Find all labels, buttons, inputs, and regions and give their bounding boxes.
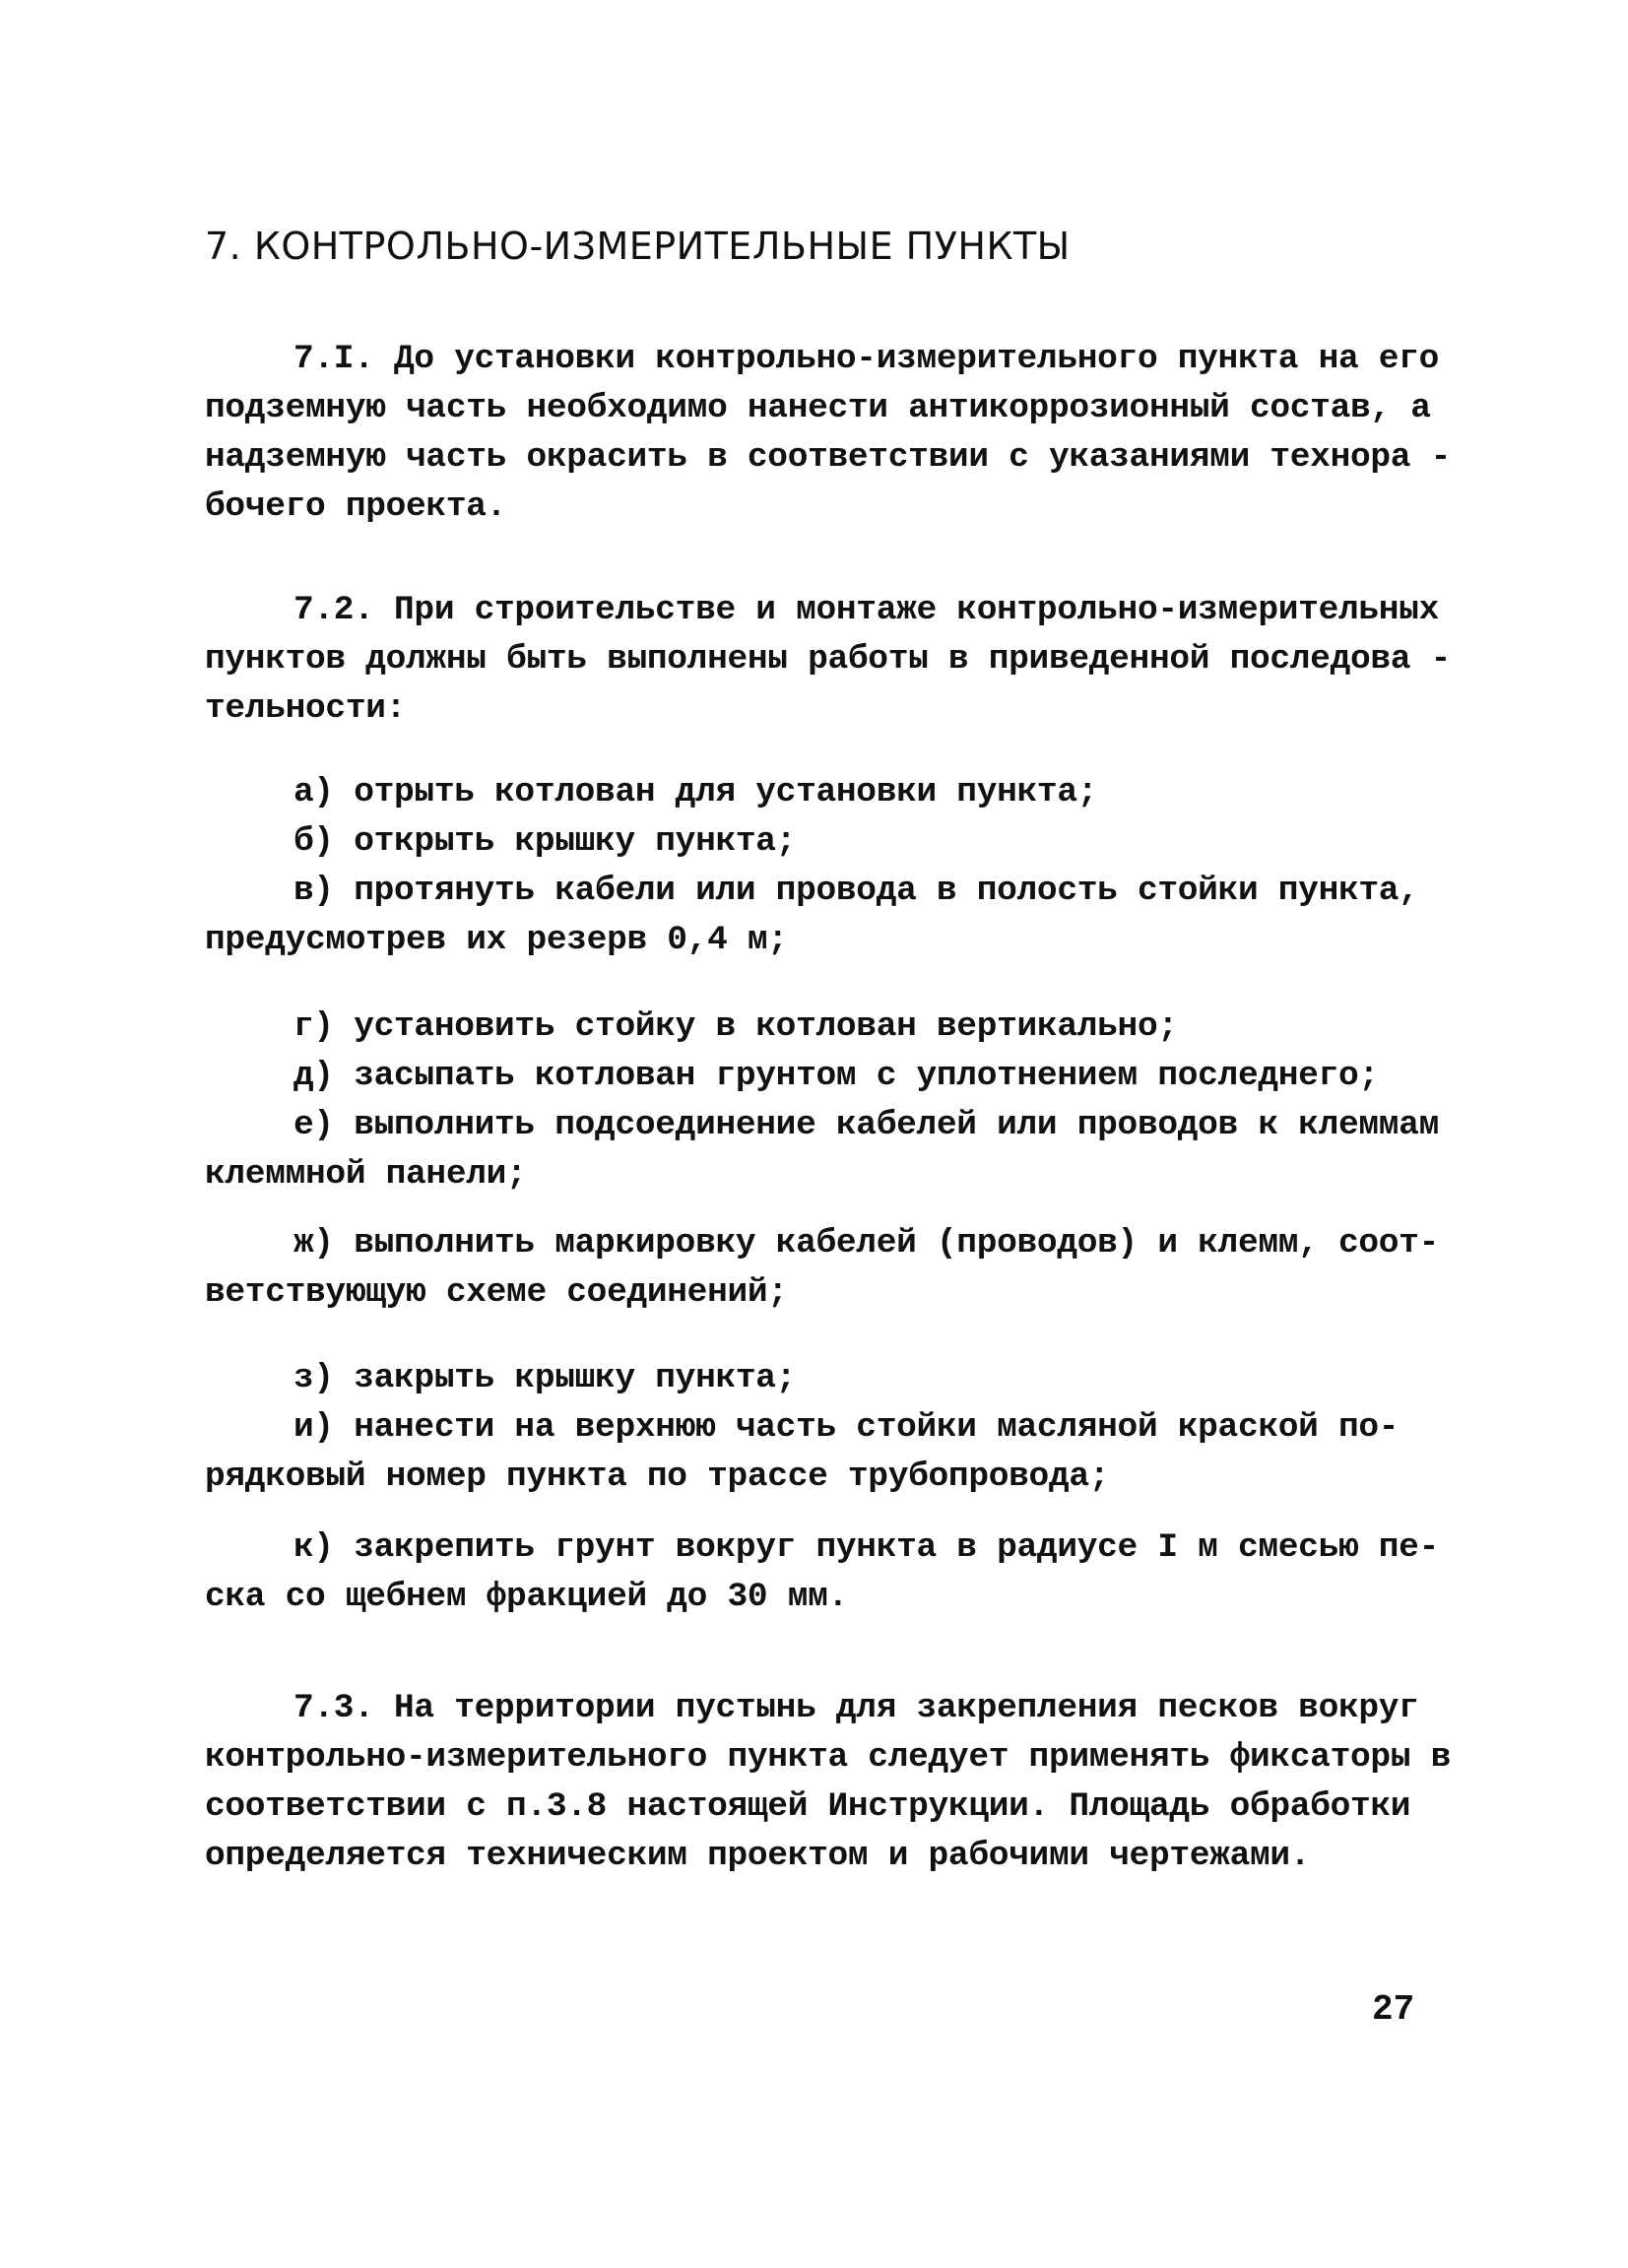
list-item-zh [205, 1219, 1439, 1318]
list-item-e [205, 1101, 1439, 1199]
list-item-line: ска со щебнем фракцией до 30 мм. [205, 1578, 848, 1616]
paragraph-line: пунктов должны быть выполнены работы в приведенной последова - [205, 640, 1452, 679]
list-item-k [205, 1523, 1439, 1622]
list-item-line: и) нанести на верхнюю часть стойки масляной краской по- [293, 1408, 1400, 1447]
list-item-d [205, 1052, 1426, 1101]
list-item-line: рядковый номер пункта по трассе трубопровода; [205, 1458, 1110, 1496]
paragraph-line: определяется техническим проектом и рабочими чертежами. [205, 1837, 1311, 1875]
paragraph-7-2 [205, 586, 1452, 734]
list-item-line: е) выполнить подсоединение кабелей или проводов к клеммам [293, 1106, 1439, 1144]
list-item-line: к) закрепить грунт вокруг пункта в радиусе I м смесью пе- [293, 1528, 1439, 1567]
section-heading: 7. КОНТРОЛЬНО-ИЗМЕРИТЕЛЬНЫЕ ПУНКТЫ [205, 225, 1071, 268]
list-item-b [205, 817, 1426, 867]
list-item-line: в) протянуть кабели или провода в полость стойки пункта, [293, 872, 1419, 910]
list-item-v [205, 867, 1426, 965]
list-item-line: клеммной панели; [205, 1155, 527, 1194]
list-item-i [205, 1403, 1426, 1502]
paragraph-line: надземную часть окрасить в соответствии с указаниями технора - [205, 438, 1452, 477]
list-item-line: д) засыпать котлован грунтом с уплотнением последнего; [293, 1057, 1379, 1095]
list-item-line: ветствующую схеме соединений; [205, 1273, 788, 1312]
list-item-line: г) установить стойку в котлован вертикально; [293, 1007, 1178, 1046]
paragraph-line: 7.I. До установки контрольно-измерительного пункта на его [293, 340, 1439, 378]
paragraph-line: контрольно-измерительного пункта следует применять фиксаторы в [205, 1738, 1452, 1777]
paragraph-line: 7.3. На территории пустынь для закрепления песков вокруг [293, 1689, 1419, 1727]
paragraph-7-1 [205, 335, 1452, 532]
paragraph-7-3 [205, 1684, 1452, 1881]
list-item-line: з) закрыть крышку пункта; [293, 1359, 797, 1397]
list-item-g [205, 1003, 1426, 1052]
paragraph-line: тельности: [205, 689, 407, 728]
paragraph-line: 7.2. При строительстве и монтаже контрольно-измерительных [293, 591, 1439, 629]
page-number: 27 [1372, 1989, 1415, 2030]
paragraph-line: подземную часть необходимо нанести антикоррозионный состав, а [205, 389, 1431, 427]
list-item-line: предусмотрев их резерв 0,4 м; [205, 921, 788, 959]
list-item-line: а) отрыть котлован для установки пункта; [293, 773, 1098, 811]
list-item-z [205, 1354, 1426, 1403]
paragraph-line: бочего проекта. [205, 487, 507, 526]
list-item-line: б) открыть крышку пункта; [293, 822, 797, 861]
paragraph-line: соответствии с п.3.8 настоящей Инструкции. Площадь обработки [205, 1787, 1411, 1826]
list-item-line: ж) выполнить маркировку кабелей (проводов) и клемм, соот- [293, 1224, 1439, 1263]
list-item-a [205, 768, 1426, 817]
